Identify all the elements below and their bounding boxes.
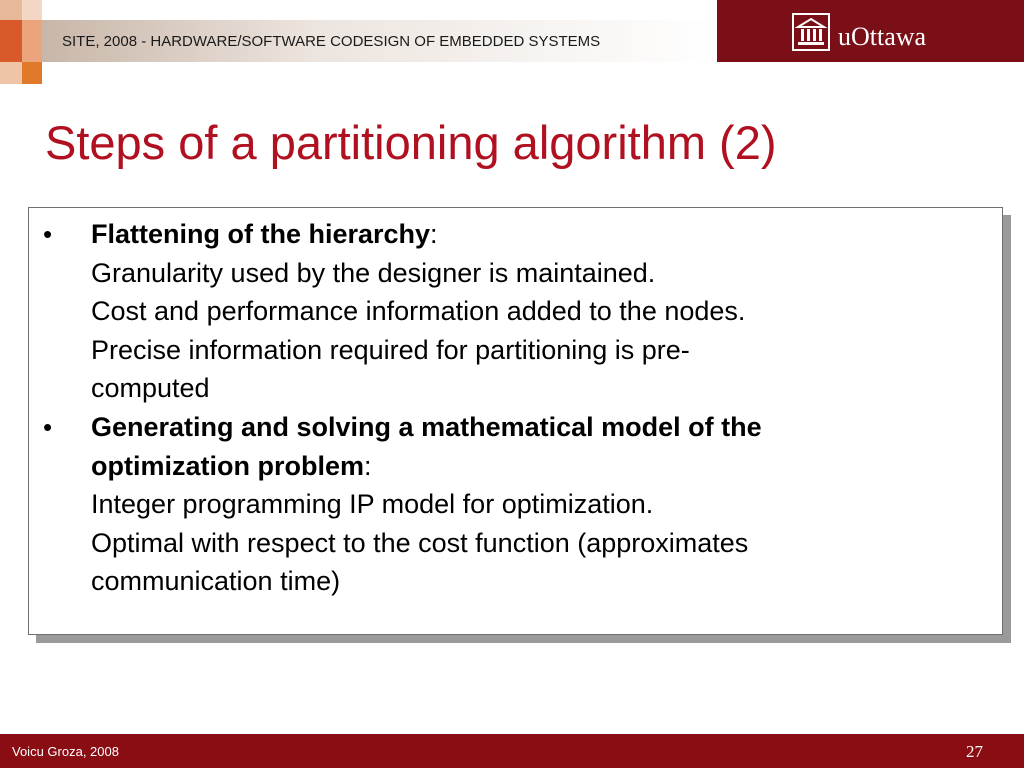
decor-square — [0, 62, 22, 84]
course-header: SITE, 2008 - HARDWARE/SOFTWARE CODESIGN OF EMBEDDED SYSTEMS — [62, 33, 601, 50]
bullet-dot: • — [43, 412, 53, 442]
decor-square — [0, 20, 22, 62]
footer-author: Voicu Groza, 2008 — [12, 744, 119, 759]
bullet-heading-line — [91, 447, 982, 486]
bullet-text-line: Optimal with respect to the cost function (approximates — [91, 527, 749, 558]
page-number: 27 — [966, 742, 983, 761]
decor-square — [22, 62, 42, 84]
bullet-heading-suffix: : — [430, 219, 438, 249]
decor-square — [0, 0, 22, 20]
bullet-heading: Flattening of the hierarchy — [91, 219, 431, 249]
bullet-dot: • — [43, 219, 53, 249]
bullet-text-line: communication time) — [91, 566, 341, 596]
decor-square — [22, 20, 42, 62]
content-box — [28, 207, 1003, 635]
bullet-body — [91, 215, 982, 408]
bullet-heading: optimization problem — [91, 450, 364, 481]
bullet-heading-suffix: : — [364, 450, 372, 481]
bullet-text-line: Integer programming IP model for optimization. — [91, 489, 654, 519]
bullet-list — [29, 208, 1002, 634]
bullet-body — [91, 408, 982, 601]
bullet-heading: Generating and solving a mathematical model of the — [91, 412, 762, 442]
footer-bar — [0, 734, 1024, 768]
slide-title: Steps of a partitioning algorithm (2) — [45, 116, 777, 169]
decor-square — [22, 0, 42, 20]
bullet-text-line: computed — [91, 373, 210, 403]
bullet-text-line: Cost and performance information added to the nodes. — [91, 296, 746, 326]
bullet-text-line: Granularity used by the designer is maintained. — [91, 257, 656, 288]
bullet-text-line: Precise information required for partitioning is pre- — [91, 334, 690, 365]
university-logo-text: uOttawa — [838, 22, 927, 51]
university-building-icon — [792, 13, 830, 51]
bullet-heading-line — [91, 215, 982, 254]
